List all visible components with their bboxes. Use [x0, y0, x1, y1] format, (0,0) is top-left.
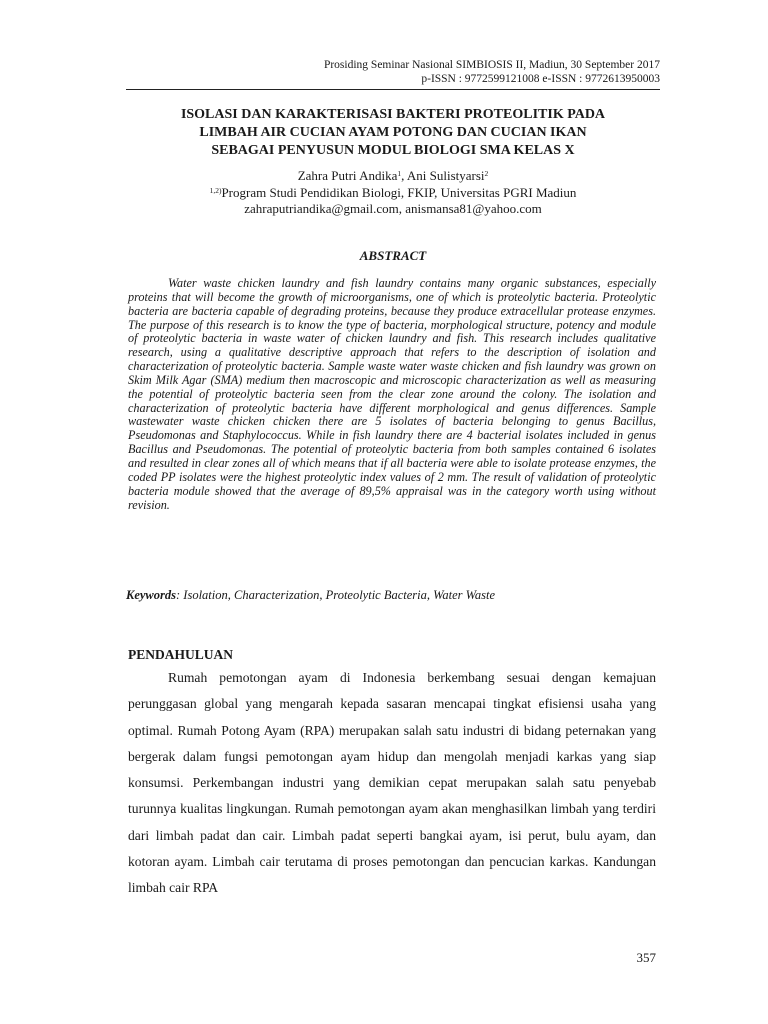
author-block — [126, 168, 660, 218]
running-header — [324, 58, 660, 86]
title-line-1: ISOLASI DAN KARAKTERISASI BAKTERI PROTEOLITIK PADA — [180, 107, 606, 122]
affiliation-marker: 1,2) — [209, 185, 222, 195]
section-heading: PENDAHULUAN — [128, 647, 234, 662]
author-2: Ani Sulistyarsi — [406, 168, 485, 183]
paper-title — [126, 106, 660, 160]
title-line-2: LIMBAH AIR CUCIAN AYAM POTONG DAN CUCIAN IKAN — [199, 125, 587, 140]
author-2-marker: 2 — [484, 169, 489, 178]
affiliation-text: Program Studi Pendidikan Biologi, FKIP, Universitas PGRI Madiun — [221, 184, 577, 200]
header-rule — [126, 89, 660, 90]
affiliation — [126, 185, 660, 202]
author-1: Zahra Putri Andika — [297, 168, 398, 183]
proceedings-title: Prosiding Seminar Nasional SIMBIOSIS II, Madiun, 30 September 2017 — [323, 59, 660, 71]
author-emails: zahraputriandika@gmail.com, anismansa81@yahoo.com — [244, 201, 542, 216]
abstract-text: Water waste chicken laundry and fish laundry contains many organic substances, especially proteins that will become the growth of microorganisms, one of which is proteolytic bacteria. Proteolytic bacteria are bacteria capable of degrading proteins, because they produce extracellular protease enzymes. The purpose of this research is to know the type of bacteria, morphological structure, potency and module of proteolytic bacteria in waste water of chicken laundry and fish. This research includes qualitative research, using a qualitative descriptive approach that refers to the description of isolation and characterization of proteolytic bacteria. Sample waste water waste chicken and fish laundry was grown on Skim Milk Agar (SMA) medium then macroscopic and microscopic characterization as well as measuring the potential of proteolytic bacteria seen from the clear zone around the colony. The isolation and characterization of proteolytic bacteria have different morphological and genus differences. Sample wastewater waste chicken chicken there are 5 isolates of bacteria belonging to genus Bacillus, Pseudomonas and Staphylococcus. While in fish laundry there are 4 bacterial isolates included in genus Bacillus and Pseudomonas. The potential of proteolytic bacteria from both samples contained 6 isolates and resulted in clear zones all of which means that if all bacteria were able to isolate protease enzymes, the coded PP isolates were the highest proteolytic index values of 2 mm. The result of validation of proteolytic bacteria module showed that the average of 89,5% appraisal was in the category worth using without revision. — [128, 276, 656, 512]
abstract-heading: ABSTRACT — [359, 248, 427, 263]
title-line-3: SEBAGAI PENYUSUN MODUL BIOLOGI SMA KELAS X — [211, 143, 575, 158]
author-1-marker: 1 — [397, 169, 402, 178]
author-separator: , — [401, 168, 407, 183]
keywords-label: Keywords — [126, 588, 176, 602]
keywords-text: : Isolation, Characterization, Proteolytic Bacteria, Water Waste — [176, 588, 496, 602]
keywords-line — [126, 587, 660, 603]
intro-paragraph: Rumah pemotongan ayam di Indonesia berkembang sesuai dengan kemajuan perunggasan global yang mengarah kepada sasaran mencapai tingkat efisiensi usaha yang optimal. Rumah Potong Ayam (RPA) merupakan salah satu industri di bidang peternakan yang bergerak dalam fungsi pemotongan ayam hidup dan mengolah menjadi karkas yang siap konsumsi. Perkembangan industri yang demikian cepat merupakan salah satu penyebab turunnya kualitas lingkungan. Rumah pemotongan ayam akan menghasilkan limbah yang terdiri dari limbah padat dan cair. Limbah padat seperti bangkai ayam, isi perut, bulu ayam, dan kotoran ayam. Limbah cair terutama di proses pemotongan dan pencucian karkas. Kandungan limbah cair RPA — [128, 670, 656, 896]
page-number: 357 — [636, 950, 656, 965]
author-names — [126, 168, 660, 185]
issn-line: p-ISSN : 9772599121008 e-ISSN : 9772613950003 — [421, 73, 660, 85]
